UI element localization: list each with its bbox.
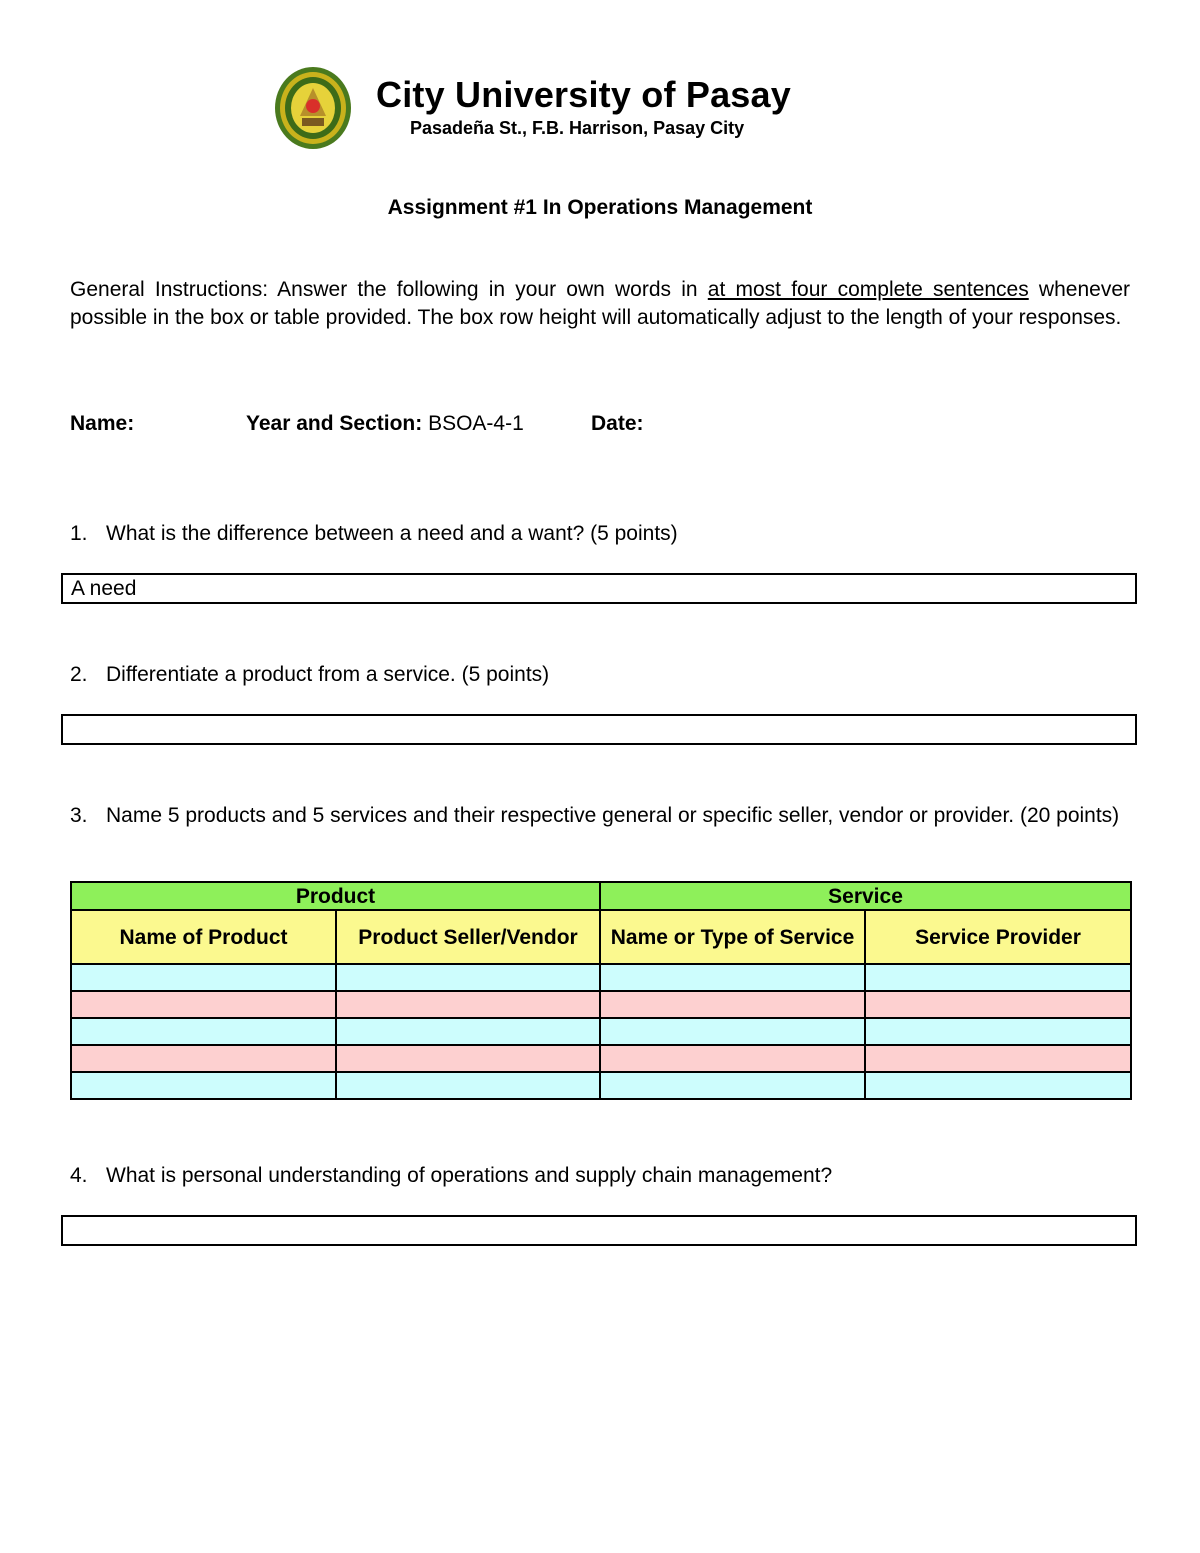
year-section-field: Year and Section: BSOA-4-1 <box>246 412 524 435</box>
table-cell[interactable] <box>336 1045 600 1072</box>
table-cell[interactable] <box>865 991 1131 1018</box>
table-cell[interactable] <box>600 1018 865 1045</box>
column-header-service-name: Name or Type of Service <box>600 910 865 964</box>
table-cell[interactable] <box>336 991 600 1018</box>
table-cell[interactable] <box>865 964 1131 991</box>
table-cell[interactable] <box>865 1018 1131 1045</box>
table-cell[interactable] <box>336 1018 600 1045</box>
student-fields <box>70 412 1130 438</box>
table-row <box>71 964 1131 991</box>
table-row <box>71 991 1131 1018</box>
column-header-product-name: Name of Product <box>71 910 336 964</box>
table-cell[interactable] <box>71 991 336 1018</box>
product-group-header: Product <box>71 882 600 910</box>
university-name: City University of Pasay <box>376 74 791 115</box>
table-row <box>71 1072 1131 1099</box>
assignment-title: Assignment #1 In Operations Management <box>387 196 813 219</box>
service-group-header: Service <box>600 882 1131 910</box>
answer-box-2[interactable] <box>61 714 1137 745</box>
university-address: Pasadeña St., F.B. Harrison, Pasay City <box>410 118 745 138</box>
instructions-emphasis: at most four complete sentences <box>707 278 1029 301</box>
table-cell[interactable] <box>865 1072 1131 1099</box>
table-row <box>71 1045 1131 1072</box>
table-cell[interactable] <box>71 1045 336 1072</box>
column-header-product-seller: Product Seller/Vendor <box>336 910 600 964</box>
general-instructions: General Instructions: Answer the following in your own words in at most four complete sentences whenever possible in the box or table provided. The box row height will automatically adjust to the length of your responses. <box>70 278 1130 329</box>
table-cell[interactable] <box>71 1072 336 1099</box>
table-cell[interactable] <box>336 1072 600 1099</box>
date-label: Date: <box>591 412 644 435</box>
answer-box-4[interactable] <box>61 1215 1137 1246</box>
table-cell[interactable] <box>71 1018 336 1045</box>
table-cell[interactable] <box>600 964 865 991</box>
name-label: Name: <box>70 412 135 435</box>
column-header-service-provider: Service Provider <box>865 910 1131 964</box>
table-cell[interactable] <box>600 1045 865 1072</box>
table-cell[interactable] <box>71 964 336 991</box>
answer-box-1[interactable]: A need <box>61 573 1137 604</box>
university-seal-icon <box>274 66 352 150</box>
table-cell[interactable] <box>600 991 865 1018</box>
products-services-table <box>70 881 1132 1100</box>
table-cell[interactable] <box>600 1072 865 1099</box>
table-cell[interactable] <box>865 1045 1131 1072</box>
table-row <box>71 1018 1131 1045</box>
year-section-value: BSOA-4-1 <box>428 412 524 435</box>
table-cell[interactable] <box>336 964 600 991</box>
